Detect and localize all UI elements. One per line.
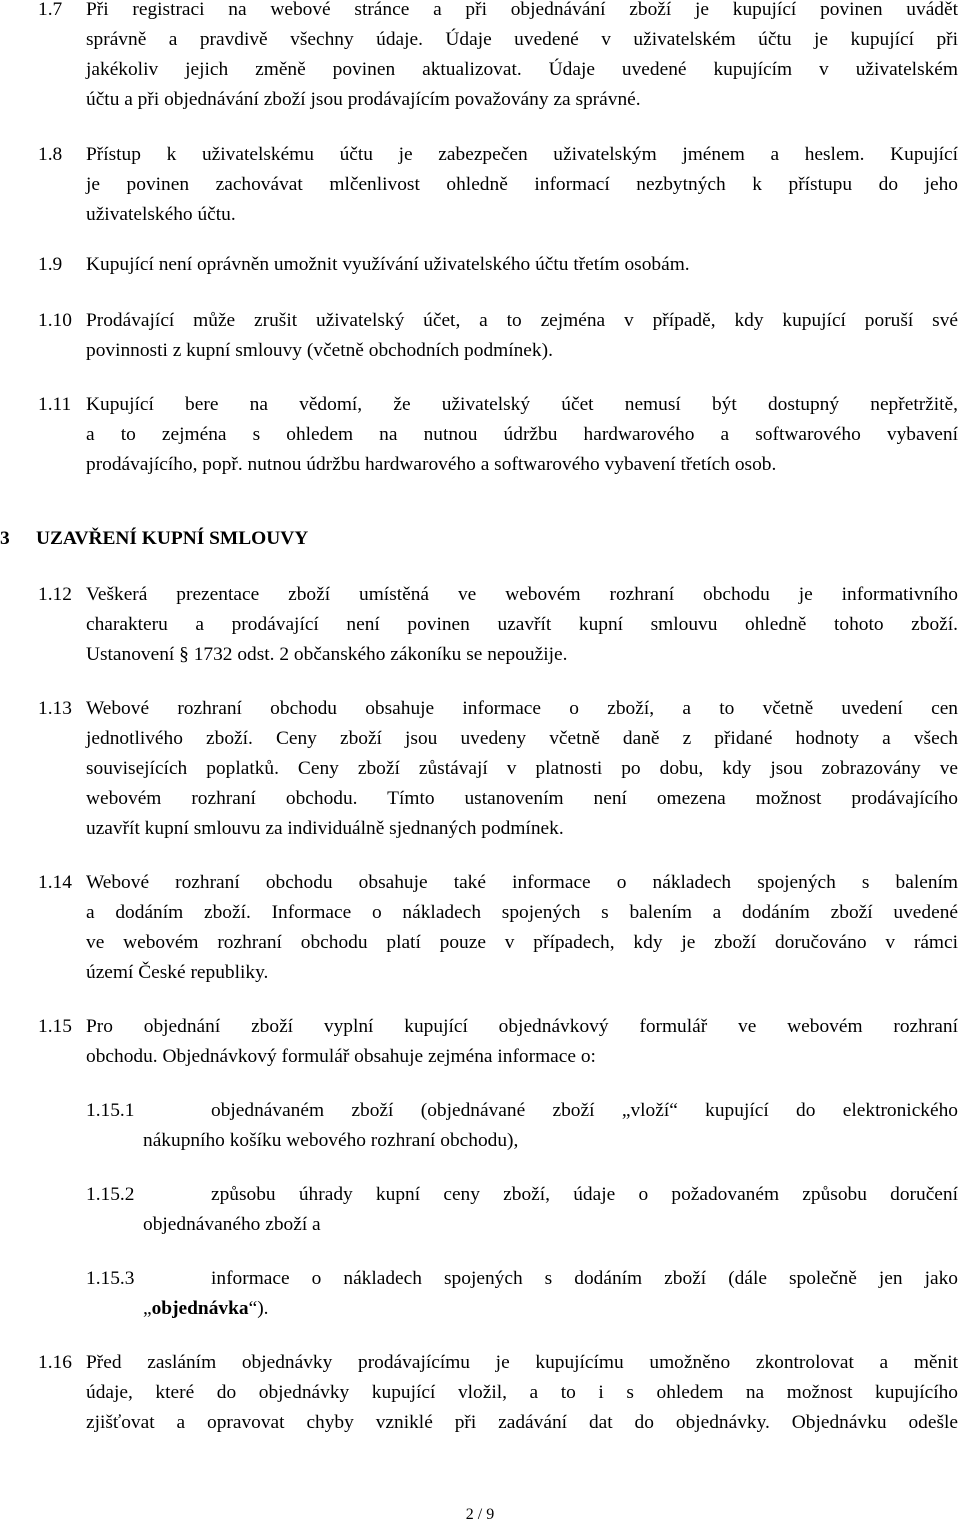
- paragraph-number: 1.11: [38, 394, 72, 415]
- paragraph-text: Prodávající může zrušit uživatelský účet, a to zejména v případě, kdy kupující poruší své povinnosti z kupní smlouvy (včetně obchodních podmínek).: [86, 310, 958, 361]
- paragraph-text: Kupující bere na vědomí, že uživatelský účet nemusí být dostupný nepřetržitě, a to zejména s ohledem na nutnou údržbu hardwarového a softwarového vybavení prodávajícího, popř. nutnou údržbu hardwarového a softwarového vybavení třetích osob.: [86, 394, 958, 475]
- paragraph-number: 1.12: [38, 584, 72, 605]
- paragraph-number: 1.13: [38, 698, 72, 719]
- paragraph-text: Veškerá prezentace zboží umístěná ve webovém rozhraní obchodu je informativního charakteru a prodávající není povinen uzavřít kupní smlouvu ohledně tohoto zboží. Ustanovení § 1732 odst. 2 občanského zákoníku se nepoužije.: [86, 584, 958, 665]
- paragraph-text: Při registraci na webové stránce a při objednávání zboží je kupující povinen uvádět správně a pravdivě všechny údaje. Údaje uvedené v uživatelském účtu je kupující při jakékoliv jejich změně povinen aktualizovat. Údaje uvedené kupujícím v uživatelském účtu a při objednávání zboží jsou prodávajícím považovány za správné.: [86, 0, 958, 110]
- subitem-text-continued: nákupního košíku webového rozhraní obchodu),: [143, 1130, 519, 1151]
- paragraph-text: Webové rozhraní obchodu obsahuje také informace o nákladech spojených s balením a dodáním zboží. Informace o nákladech spojených s balením a dodáním zboží uvedené ve webovém rozhraní obchodu platí pouze v případech, kdy je zboží doručováno v rámci území České republiky.: [86, 872, 958, 983]
- subitem-text: objednávaném zboží (objednávané zboží „vloží“ kupující do elektronického: [211, 1100, 958, 1121]
- subitem-text-continued: objednávaného zboží a: [143, 1214, 321, 1235]
- paragraph-text: Webové rozhraní obchodu obsahuje informace o zboží, a to včetně uvedení cen jednotlivého zboží. Ceny zboží jsou uvedeny včetně daně z přidané hodnoty a všech souvisejících poplatků. Ceny zboží zůstávají v platnosti po dobu, kdy jsou zobrazovány ve webovém rozhraní obchodu. Tímto ustanovením není omezena možnost prodávajícího uzavřít kupní smlouvu za individuálně sjednaných podmínek.: [86, 698, 958, 839]
- defined-term: objednávka: [151, 1298, 249, 1319]
- section-title: UZAVŘENÍ KUPNÍ SMLOUVY: [36, 528, 309, 549]
- paragraph-text: Přístup k uživatelskému účtu je zabezpečen uživatelským jménem a heslem. Kupující je povinen zachovávat mlčenlivost ohledně informací nezbytných k přístupu do jeho uživatelského účtu.: [86, 144, 958, 225]
- paragraph-text: Kupující není oprávněn umožnit využívání uživatelského účtu třetím osobám.: [86, 254, 690, 275]
- quote-open: „: [143, 1298, 152, 1319]
- subitem-text-continued: [143, 1294, 958, 1324]
- subitem-number: 1.15.1: [86, 1100, 135, 1121]
- paragraph-number: 1.14: [38, 872, 72, 893]
- paragraph-text: Před zasláním objednávky prodávajícímu je kupujícímu umožněno zkontrolovat a měnit údaje, které do objednávky kupující vložil, a to i s ohledem na možnost kupujícího zjišťovat a opravovat chyby vzniklé při zadávání dat do objednávky. Objednávku odešle: [86, 1352, 958, 1433]
- paragraph-number: 1.7: [38, 0, 63, 20]
- subitem-number: 1.15.3: [86, 1268, 135, 1289]
- paragraph-number: 1.8: [38, 144, 63, 165]
- section-number: 3: [0, 528, 10, 549]
- paragraph-number: 1.16: [38, 1352, 72, 1373]
- page-number: 2 / 9: [465, 1506, 495, 1523]
- quote-close: “).: [248, 1298, 269, 1319]
- paragraph-number: 1.15: [38, 1016, 72, 1037]
- paragraph-text: Pro objednání zboží vyplní kupující objednávkový formulář ve webovém rozhraní obchodu. Objednávkový formulář obsahuje zejména informace o:: [86, 1016, 958, 1067]
- paragraph-number: 1.10: [38, 310, 72, 331]
- paragraph-number: 1.9: [38, 254, 63, 275]
- subitem-text: informace o nákladech spojených s dodáním zboží (dále společně jen jako: [211, 1268, 958, 1289]
- subitem-text: způsobu úhrady kupní ceny zboží, údaje o požadovaném způsobu doručení: [211, 1184, 958, 1205]
- subitem-number: 1.15.2: [86, 1184, 135, 1205]
